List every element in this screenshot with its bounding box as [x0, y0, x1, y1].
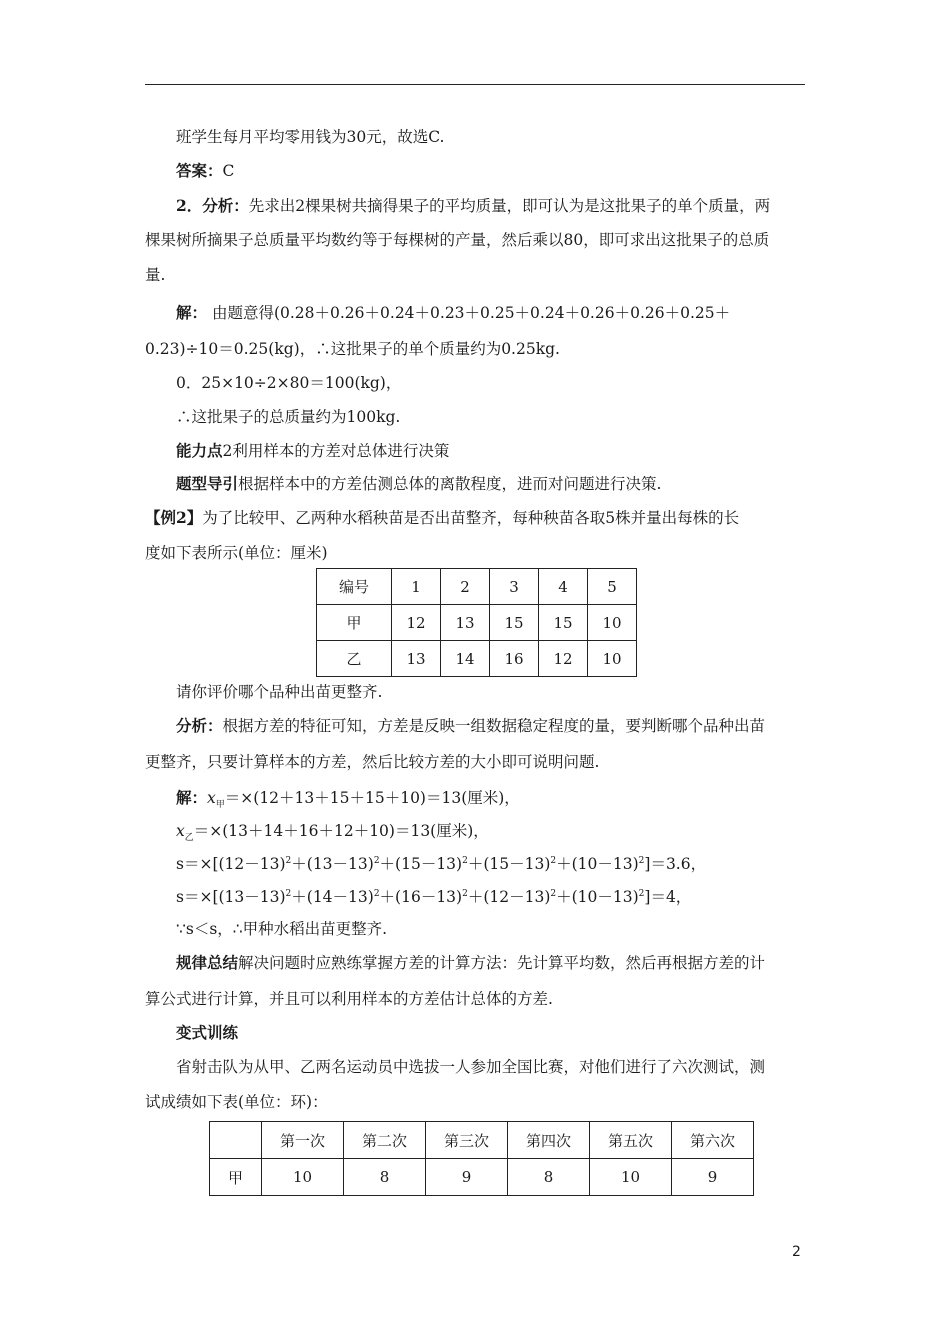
solution-line-2: 0.23)÷10＝0.25(kg)，∴这批果子的单个质量约为0.25kg. — [145, 340, 560, 358]
q2-line-2: 棵果树所摘果子总质量平均数约等于每棵树的产量，然后乘以80，即可求出这批果子的总质 — [145, 231, 770, 249]
rule-summary-line-2: 算公式进行计算，并且可以利用样本的方差估计总体的方差. — [145, 990, 553, 1008]
table-row — [317, 605, 637, 641]
analysis-line-2: 更整齐，只要计算样本的方差，然后比较方差的大小即可说明问题. — [145, 753, 600, 771]
seedling-table — [316, 568, 637, 677]
rule-summary-line: 规律总结解决问题时应熟练掌握方差的计算方法：先计算平均数，然后再根据方差的计 — [176, 953, 766, 972]
table-cell: 第四次 — [508, 1122, 590, 1159]
solution-line-3: 0．25×10÷2×80＝100(kg)， — [176, 374, 402, 392]
analysis-line: 分析：根据方差的特征可知，方差是反映一组数据稳定程度的量，要判断哪个品种出苗 — [176, 716, 766, 735]
table-cell: 8 — [344, 1159, 426, 1196]
q2-line: 2．分析：先求出2棵果树共摘得果子的平均质量，即可认为是这批果子的单个质量，两 — [176, 196, 771, 215]
table-cell: 9 — [426, 1159, 508, 1196]
table-row — [210, 1122, 754, 1159]
table-cell: 9 — [672, 1159, 754, 1196]
table-row — [317, 641, 637, 677]
example2-line: 【例2】为了比较甲、乙两种水稻秧苗是否出苗整齐，每种秧苗各取5株并量出每株的长 — [145, 508, 740, 527]
table-cell: 8 — [508, 1159, 590, 1196]
example2-question: 请你评价哪个品种出苗更整齐. — [176, 683, 383, 701]
table-cell — [210, 1122, 262, 1159]
table-cell: 12 — [539, 641, 588, 677]
table-cell: 编号 — [317, 569, 392, 605]
table-cell: 第三次 — [426, 1122, 508, 1159]
table-cell: 3 — [490, 569, 539, 605]
conclusion-line: ∵s＜s，∴甲种水稻出苗更整齐. — [176, 920, 388, 938]
solution-line: 解： 由题意得(0.28＋0.26＋0.24＋0.23＋0.25＋0.24＋0.26＋0.26＋0.25＋ — [176, 303, 731, 322]
table-cell: 2 — [441, 569, 490, 605]
table-cell: 10 — [590, 1159, 672, 1196]
table-cell: 13 — [392, 641, 441, 677]
q2-line-3: 量. — [145, 266, 166, 284]
table-cell: 12 — [392, 605, 441, 641]
variant-text-line-2: 试成绩如下表(单位：环)： — [145, 1093, 328, 1111]
table-cell: 第六次 — [672, 1122, 754, 1159]
table-row — [210, 1159, 754, 1196]
shooting-score-table — [209, 1121, 754, 1196]
table-cell: 甲 — [317, 605, 392, 641]
variance-jia-line: $s=\times[(12-13)^2+(13-13)^2+(15-13)^2+(15-13)^2+(10-13)^2]=3.6$， — [176, 855, 707, 873]
table-cell: 第五次 — [590, 1122, 672, 1159]
variant-training-heading: 变式训练 — [176, 1023, 239, 1042]
solution2-line: 解：$x_甲=\times(12+13+15+15+10)=13$(厘米)， — [176, 788, 520, 811]
line-l1: 班学生每月平均零用钱为30元，故选C. — [176, 128, 445, 146]
table-cell: 第一次 — [262, 1122, 344, 1159]
table-cell: 14 — [441, 641, 490, 677]
guide-line: 题型导引根据样本中的方差估测总体的离散程度，进而对问题进行决策. — [176, 474, 662, 493]
header-rule — [145, 84, 805, 85]
table-cell: 4 — [539, 569, 588, 605]
table-cell: 15 — [490, 605, 539, 641]
capability-heading: 能力点2利用样本的方差对总体进行决策 — [176, 441, 450, 460]
answer-line: 答案：C — [176, 161, 235, 180]
variance-yi-line: $s=\times[(13-13)^2+(14-13)^2+(16-13)^2+(12-13)^2+(10-13)^2]=4$， — [176, 888, 692, 906]
table-cell: 甲 — [210, 1159, 262, 1196]
example2-line-2: 度如下表所示(单位：厘米) — [145, 544, 328, 562]
table-cell: 13 — [441, 605, 490, 641]
table-cell: 5 — [588, 569, 637, 605]
solution2-line-2: $x_乙=\times(13+14+16+12+10)=13$(厘米)， — [176, 822, 489, 844]
solution-line-4: ∴这批果子的总质量约为100kg. — [176, 408, 401, 426]
table-cell: 1 — [392, 569, 441, 605]
page-number: 2 — [792, 1244, 801, 1260]
table-row — [317, 569, 637, 605]
variant-text-line: 省射击队为从甲、乙两名运动员中选拔一人参加全国比赛，对他们进行了六次测试，测 — [176, 1058, 766, 1076]
table-cell: 第二次 — [344, 1122, 426, 1159]
table-cell: 10 — [588, 641, 637, 677]
table-cell: 15 — [539, 605, 588, 641]
table-cell: 乙 — [317, 641, 392, 677]
table-cell: 16 — [490, 641, 539, 677]
table-cell: 10 — [262, 1159, 344, 1196]
table-cell: 10 — [588, 605, 637, 641]
